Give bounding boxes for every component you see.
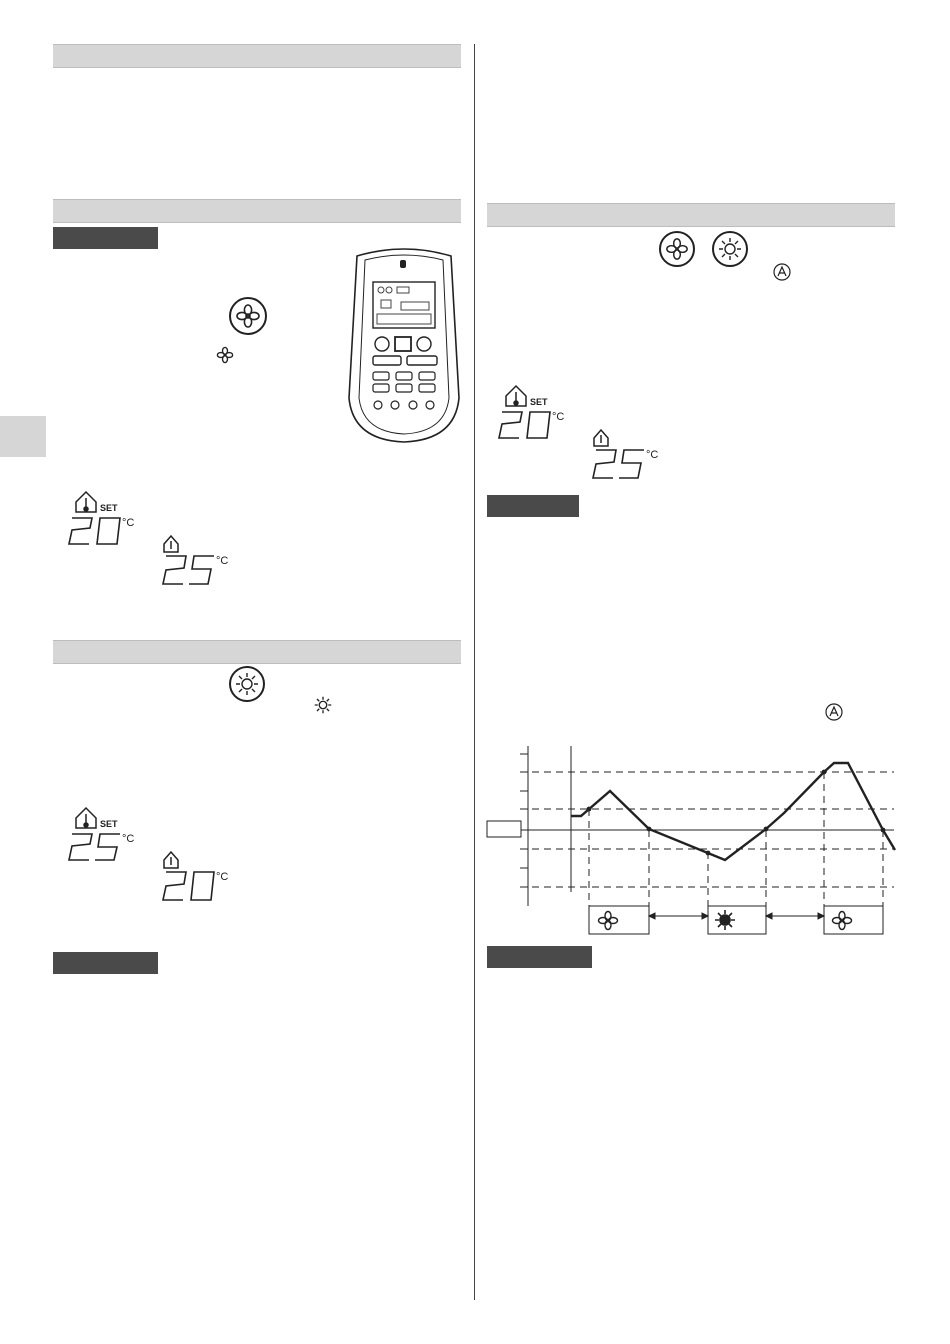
auto-a-icon	[825, 703, 843, 721]
note-tag-1	[53, 227, 158, 249]
auto-mode-diagram	[484, 742, 898, 938]
auto-a-icon	[773, 263, 791, 281]
sun-icon	[235, 672, 259, 696]
auto-heat-button-icon	[712, 231, 748, 267]
svg-text:°C: °C	[552, 411, 565, 423]
house-thermometer-icon	[76, 492, 96, 512]
svg-text:SET: SET	[100, 819, 118, 829]
svg-text:°C: °C	[122, 833, 135, 845]
section-bar-heating	[53, 640, 461, 664]
auto-temp-display	[490, 378, 670, 488]
sun-icon	[314, 696, 332, 714]
snowflake-icon	[235, 303, 261, 329]
note-tag-3	[487, 495, 579, 517]
svg-text:SET: SET	[100, 503, 118, 513]
snowflake-icon	[216, 346, 234, 364]
cooling-temp-display	[60, 484, 240, 594]
note-tag-2	[53, 952, 158, 974]
page-edge-tab	[0, 416, 46, 457]
svg-text:°C: °C	[216, 871, 229, 883]
auto-cool-button-icon	[659, 231, 695, 267]
section-bar-cooling	[53, 199, 461, 223]
remote-control-illustration	[345, 248, 463, 444]
svg-text:°C: °C	[122, 517, 135, 529]
svg-text:SET: SET	[530, 397, 548, 407]
cooling-button-icon	[229, 297, 267, 335]
house-thermometer-icon	[164, 536, 178, 552]
svg-text:°C: °C	[646, 449, 659, 461]
column-divider	[474, 44, 475, 1300]
note-tag-4	[487, 946, 592, 968]
section-bar-1	[53, 44, 461, 68]
section-bar-auto	[487, 203, 895, 227]
heating-button-icon	[229, 666, 265, 702]
heating-temp-display	[60, 800, 240, 910]
svg-text:°C: °C	[216, 555, 229, 567]
